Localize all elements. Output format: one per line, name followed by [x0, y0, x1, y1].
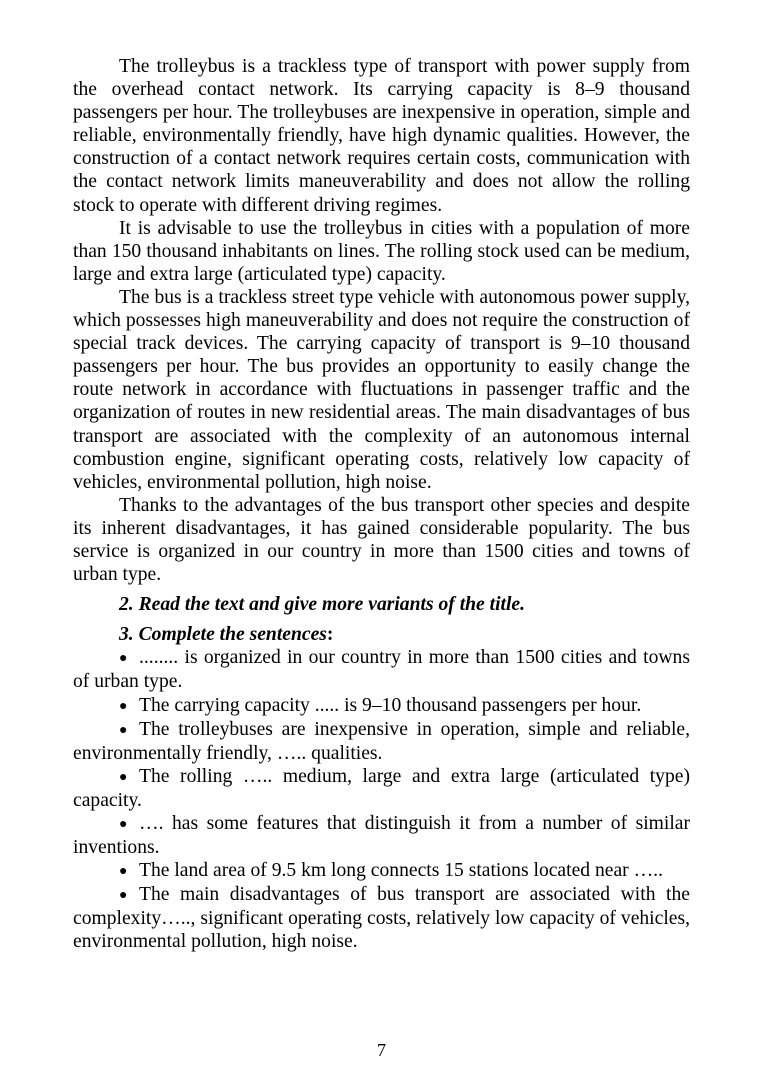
task-3-colon: :: [326, 624, 334, 646]
list-item: [73, 646, 690, 693]
paragraph-trolleybus-usage: It is advisable to use the trolleybus in cities with a population of more than 150 thousand inhabitants on lines. The rolling stock used can be medium, large and extra large (articulated type) capacity.: [73, 217, 690, 285]
task-2-heading: 2. Read the text and give more variants of the title.: [119, 594, 525, 616]
sentence-text: The trolleybuses are inexpensive in operation, simple and reliable, environmentally friendly, ….. qualities.: [73, 718, 690, 764]
sentence-text: The land area of 9.5 km long connects 15 stations located near …..: [139, 860, 663, 882]
document-page: [73, 55, 690, 954]
list-item: [73, 718, 690, 765]
sentence-list: [73, 646, 690, 953]
bullet-icon: ●: [119, 817, 128, 832]
sentence-text: The carrying capacity ..... is 9–10 thousand passengers per hour.: [139, 694, 642, 716]
list-item: [73, 883, 690, 953]
page-number: 7: [377, 1040, 386, 1060]
paragraph-bus-intro: The bus is a trackless street type vehicle with autonomous power supply, which possesses high maneuverability and does not require the construction of special track devices. The carrying capacity of transport is 9–10 thousand passengers per hour. The bus provides an opportunity to easily change the route network in accordance with fluctuations in passenger traffic and the organization of routes in new residential areas. The main disadvantages of bus transport are associated with the complexity of an autonomous internal combustion engine, significant operating costs, relatively low capacity of vehicles, environmental pollution, high noise.: [73, 286, 690, 493]
sentence-text: …. has some features that distinguish it from a number of similar inventions.: [73, 813, 690, 859]
bullet-icon: ●: [119, 698, 128, 714]
bullet-icon: ●: [119, 864, 128, 880]
task-3-label: 3. Complete the sentences: [119, 624, 327, 646]
list-item: [73, 765, 690, 812]
bullet-icon: ●: [119, 888, 128, 904]
list-item: [73, 812, 690, 859]
sentence-text: The main disadvantages of bus transport are associated with the complexity….., significant operating costs, relatively low capacity of vehicles, environmental pollution, high noise.: [73, 884, 690, 953]
list-item: [73, 694, 690, 718]
list-item: [73, 859, 690, 883]
bullet-icon: ●: [119, 651, 128, 667]
bullet-icon: ●: [119, 722, 128, 738]
bullet-icon: ●: [119, 769, 128, 785]
paragraph-trolleybus-intro: The trolleybus is a trackless type of transport with power supply from the overhead contact network. Its carrying capacity is 8–9 thousand passengers per hour. The trolleybuses are inexpensive in operation, simple and reliable, environmentally friendly, have high dynamic qualities. However, the construction of a contact network requires certain costs, communication with the contact network limits maneuverability and does not allow the rolling stock to operate with different driving regimes.: [73, 56, 690, 216]
task-3-heading: [73, 623, 690, 646]
paragraph-bus-popularity: Thanks to the advantages of the bus transport other species and despite its inherent disadvantages, it has gained considerable popularity. The bus service is organized in our country in more than 1500 cities and towns of urban type.: [73, 494, 690, 586]
sentence-text: The rolling ….. medium, large and extra large (articulated type) capacity.: [73, 765, 690, 811]
sentence-text: ........ is organized in our country in more than 1500 cities and towns of urban type.: [73, 647, 690, 693]
